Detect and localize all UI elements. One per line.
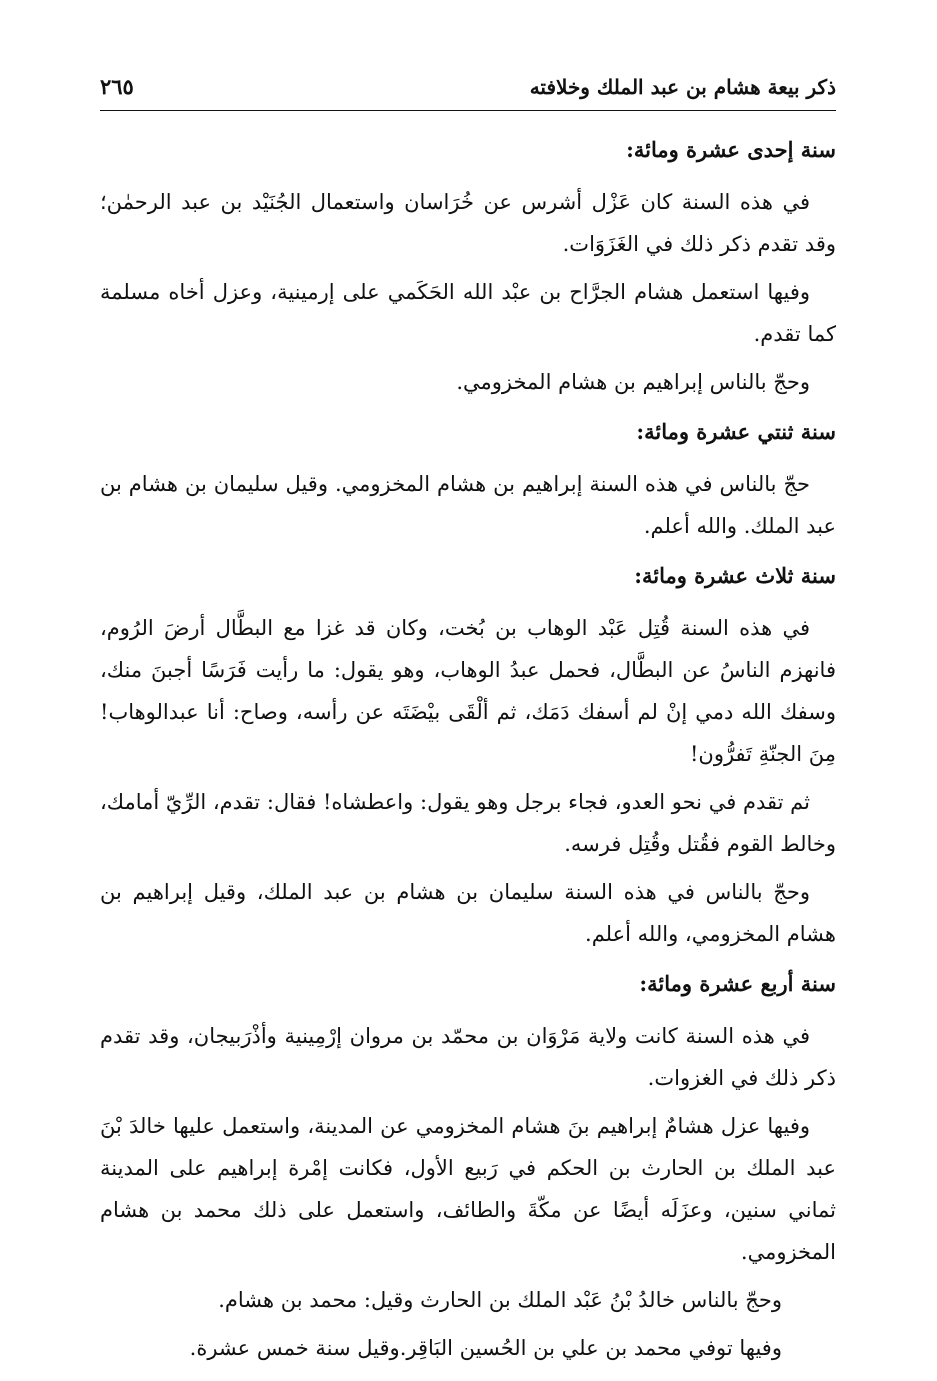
- section-year-112: [100, 415, 836, 547]
- running-head: ذكر بيعة هشام بن عبد الملك وخلافته: [529, 75, 836, 99]
- paragraph: وحجّ بالناس خالدُ بْنُ عَبْد الملك بن الحارث وقيل: محمد بن هشام.: [218, 1288, 782, 1312]
- paragraph: وفيها توفي محمد بن علي بن الحُسين البَاقِر.وقيل سنة خمس عشرة.: [189, 1336, 782, 1360]
- section-year-114: [100, 967, 836, 1369]
- paragraph: وفيها عزل هشامٌ إبراهيم بنَ هشام المخزومي عن المدينة، واستعمل عليها خالدَ بْنَ عبد الملك بن الحارث بن الحكم في رَبيع الأول، فكانت إمْرة إبراهيم على المدينة ثماني سنين، وعزَلَه أيضًا عن مكّةَ والطائف، واستعمل على ذلك محمد بن هشام المخزومي.: [100, 1114, 836, 1264]
- paragraph: وحجّ بالناس إبراهيم بن هشام المخزومي.: [456, 370, 810, 394]
- paragraph: ثم تقدم في نحو العدو، فجاء برجل وهو يقول: واعطشاه! فقال: تقدم، الرِّيّ أمامك، وخالط القوم فقُتل وقُتِل فرسه.: [100, 790, 836, 856]
- section-heading: سنة أربع عشرة ومائة:: [639, 971, 836, 996]
- section-year-113: [100, 559, 836, 955]
- paragraph: في هذه السنة كانت ولاية مَرْوَان بن محمّد بن مروان إرْمِينية وأذْرَبيجان، وقد تقدم ذكر ذلك في الغزوات.: [100, 1024, 836, 1090]
- paragraph: في هذه السنة قُتِل عَبْد الوهاب بن بُخت، وكان قد غزا مع البطَّال أرضَ الرُوم، فانهزم الناسُ عن البطَّال، فحمل عبدُ الوهاب، وهو يقول: ما رأيت فَرَسًا أجبنَ منك، وسفك الله دمي إنْ لم أسفك دَمَك، ثم ألْقَى بيْضَتَه عن رأسه، وصاح: أنا عبدالوهاب! مِنَ الجنّةِ تَفرُّون!: [100, 616, 836, 766]
- paragraph: وفيها استعمل هشام الجرَّاح بن عبْد الله الحَكَمي على إرمينية، وعزل أخاه مسلمة كما تقدم.: [100, 280, 836, 346]
- paragraph: في هذه السنة كان عَزْل أشرس عن خُرَاسان واستعمال الجُنَيْد بن عبد الرحمٰن؛ وقد تقدم ذكر ذلك في الغَزَوَات.: [100, 190, 836, 256]
- paragraph: حجّ بالناس في هذه السنة إبراهيم بن هشام المخزومي. وقيل سليمان بن هشام بن عبد الملك. والله أعلم.: [100, 472, 836, 538]
- page-header: [100, 74, 836, 111]
- section-heading: سنة ثنتي عشرة ومائة:: [636, 419, 836, 444]
- section-heading: سنة إحدى عشرة ومائة:: [626, 137, 836, 162]
- page-number: ٢٦٥: [100, 74, 134, 99]
- section-heading: سنة ثلاث عشرة ومائة:: [634, 563, 836, 588]
- book-page: [100, 74, 836, 1381]
- paragraph: وحجّ بالناس في هذه السنة سليمان بن هشام بن عبد الملك، وقيل إبراهيم بن هشام المخزومي، والله أعلم.: [100, 880, 836, 946]
- section-year-111: [100, 133, 836, 403]
